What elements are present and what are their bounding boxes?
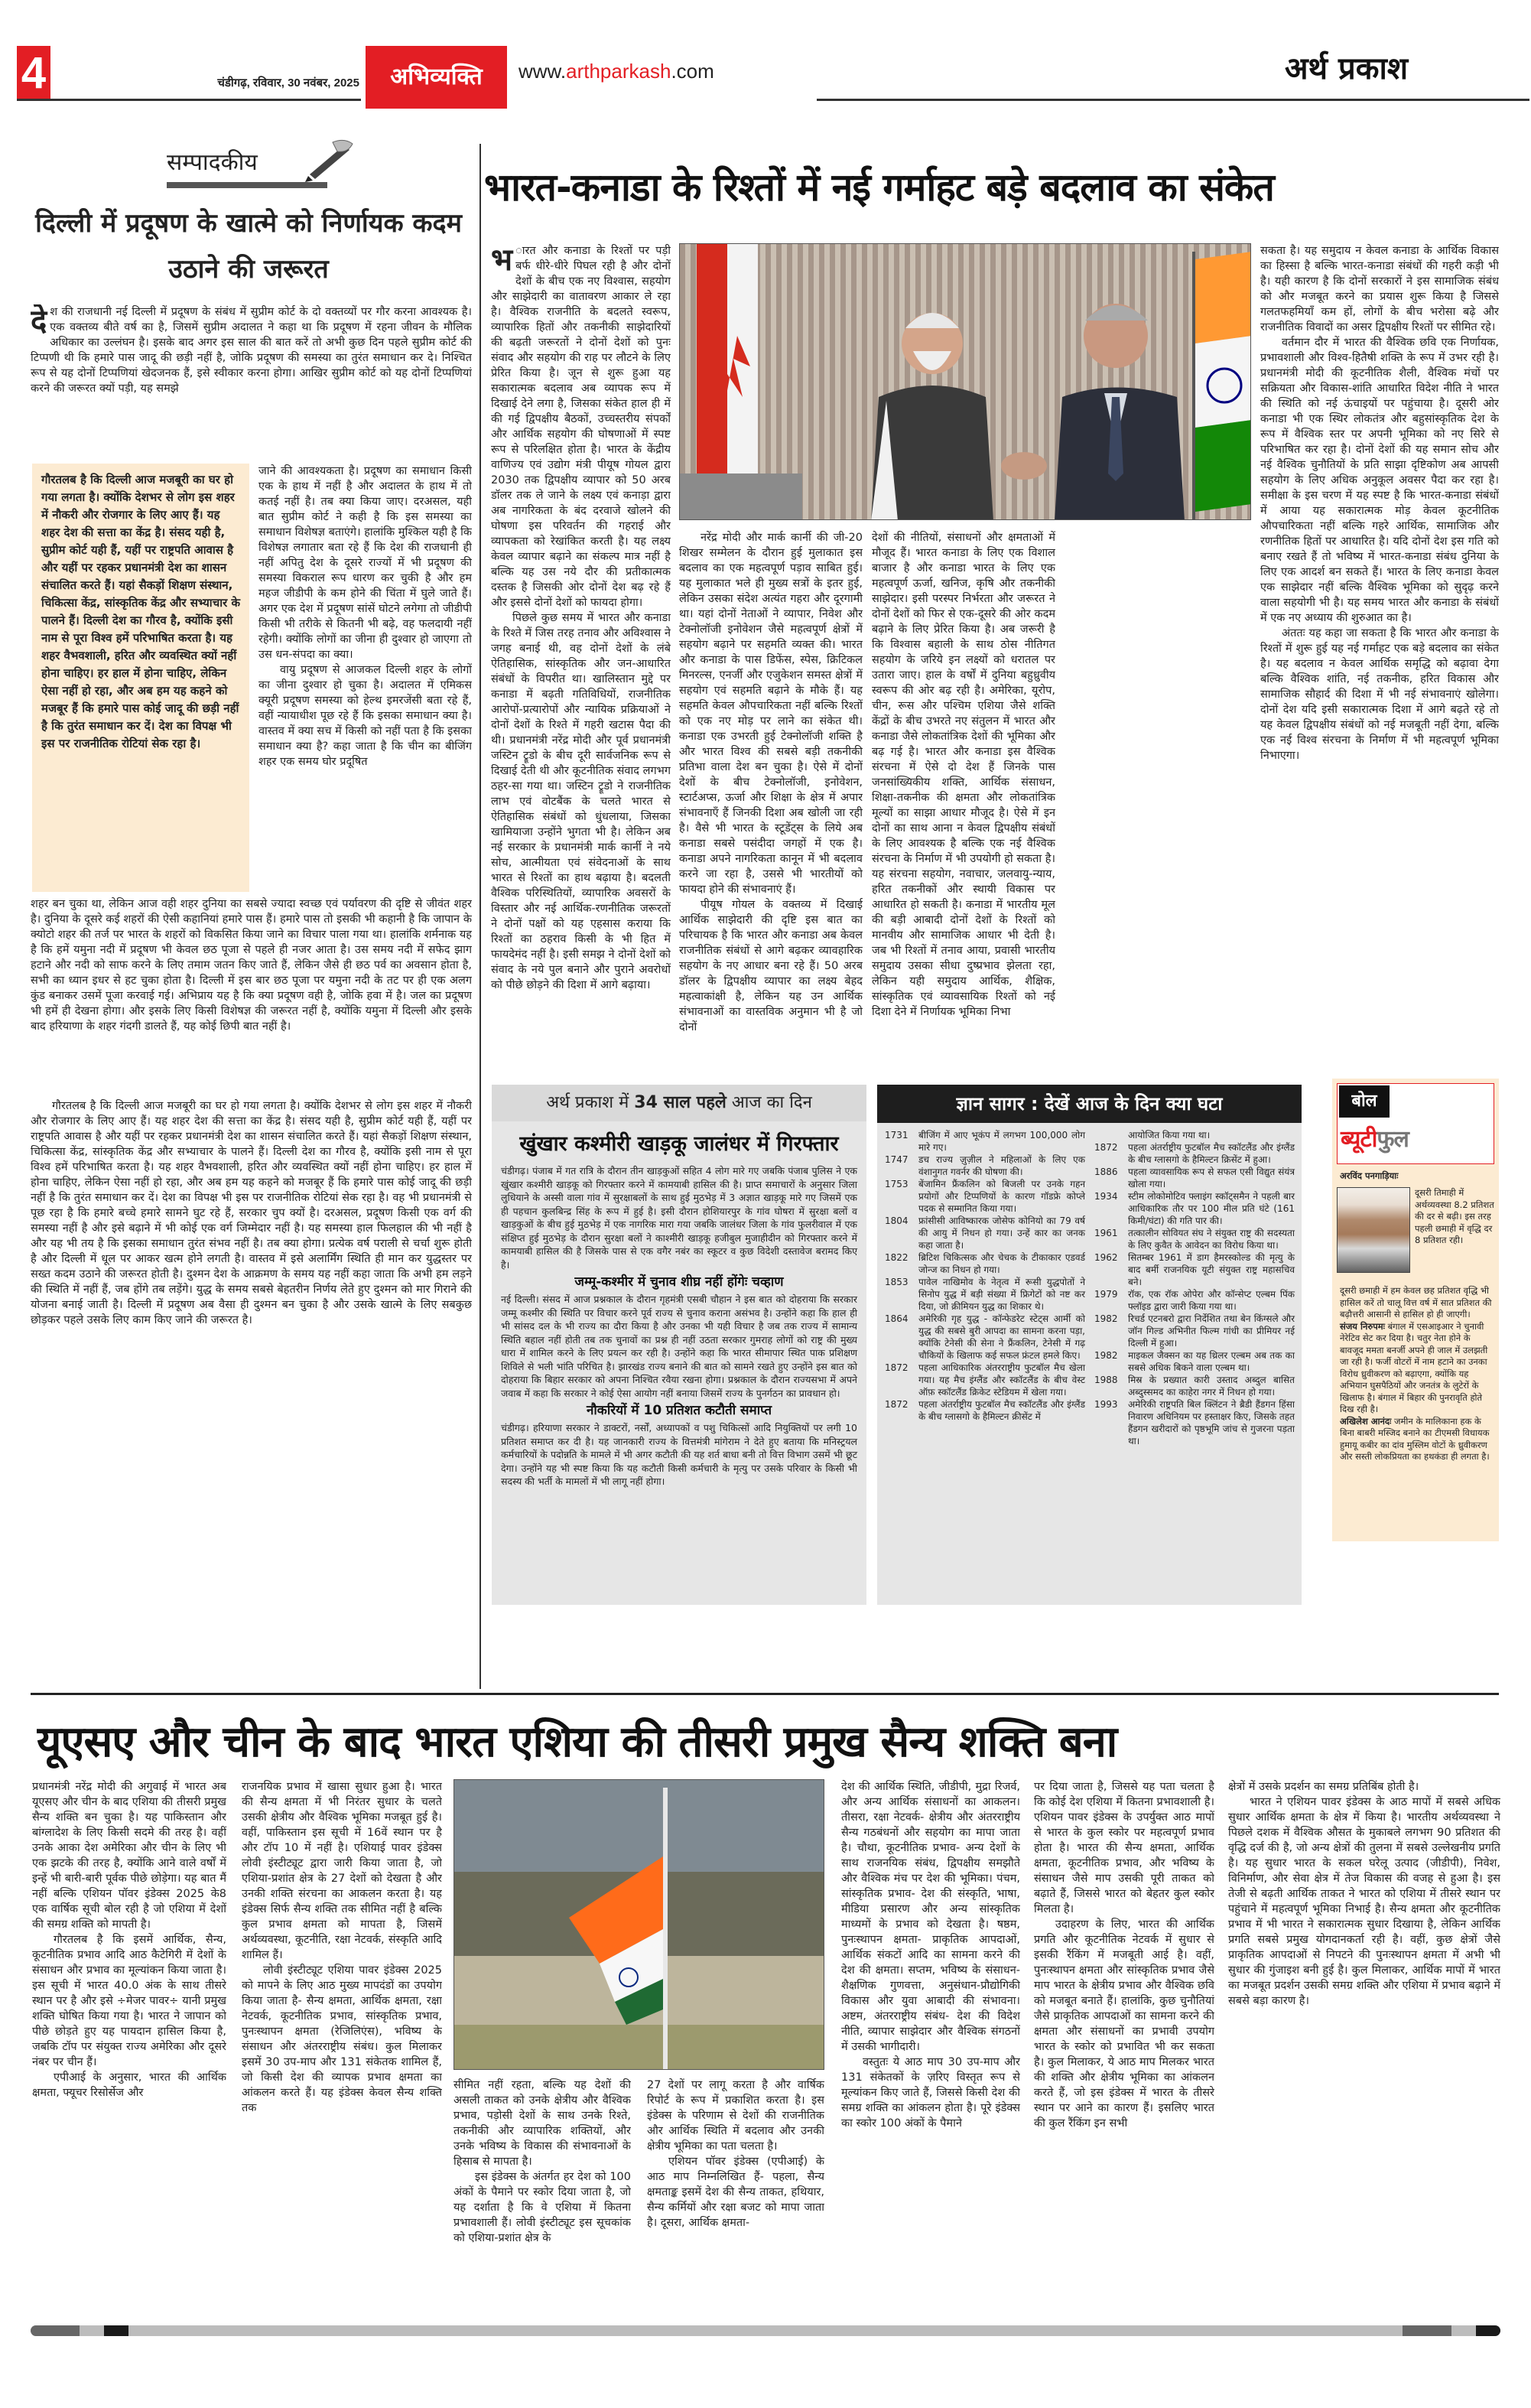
bottom-col6-para-1: पर दिया जाता है, जिससे यह पता चलता है कि कोई देश एशिया में कितना प्रभावशाली है। एशियन पावर इंडेक्स के उपर्युक्त आठ मापों से भारत के कुल स्कोर पर महत्वपूर्ण प्रभाव होता है। भारत की सैन्य क्षमता, आर्थिक क्षमता, कूटनीतिक प्रभाव, और भविष्य के संसाधन जैसे माप उसकी पूरी ताकत को बढ़ाते हैं, जिससे भारत को बेहतर कुल स्कोर मिलता है। (1034, 1781, 1214, 1915)
gyan-item-text: पहला व्यावसायिक रूप से सफल एसी विद्युत संयंत्र खोला गया। (1128, 1167, 1295, 1189)
bottom-headline: यूएसए और चीन के बाद भारत एशिया की तीसरी प्रमुख सैन्य शक्ति बना (37, 1717, 1117, 1767)
gyan-item (885, 1362, 1085, 1398)
editorial-full-width-2 (31, 1098, 472, 1687)
quote-1-text-b: दूसरी छमाही में हम केवल छह प्रतिशत वृद्धि भी हासिल करें तो चालू वित्त वर्ष में सात प्रतिशत की बढ़ौत्तरी आसानी से हासिल हो ही जाएगी। (1340, 1285, 1492, 1320)
gyan-item (1094, 1251, 1295, 1288)
indian-flag-photo (453, 1779, 824, 2070)
main-col2-para-2: पीयूष गोयल के वक्तव्य में दिखाई आर्थिक साझेदारी की दृष्टि इस बात का परिचायक है कि भारत और कनाडा अब केवल राजनीतिक संबंधों से आगे बढ़कर व्यावहारिक सहयोग के नए आधार बना रहे हैं। 50 अरब डॉलर के द्विपक्षीय व्यापार का लक्ष्य बेहद महत्वाकांक्षी है, लेकिन यह उन आर्थिक संभावनाओं का वास्तविक अनुमान भी है जो दोनों (679, 899, 863, 1033)
gyan-item-year: 1747 (885, 1154, 909, 1165)
today-header-prefix: अर्थ प्रकाश में (546, 1093, 629, 1112)
today-subhead-3: नौकरियों में 10 प्रतिशत कटौती समाप्त (586, 1403, 772, 1418)
gyan-item-text: मिस्र के प्रख्यात कारी उस्ताद अब्दुल बासित अब्दुस्समद का काहेरा नगर में निधन हो गया। (1128, 1375, 1295, 1398)
bottom-col3-para-1: सीमित नहीं रहता, बल्कि यह देशों की असली ताकत को उनके क्षेत्रीय और वैश्विक प्रभाव, पड़ोसी देशों के साथ उनके रिश्ते, तकनीकी और व्यापारिक शक्तियों, और उनके भविष्य के विकास की संभावनाओं के हिसाब से मापता है। (453, 2079, 631, 2168)
main-col4-para-3: अंततः यह कहा जा सकता है कि भारत और कनाडा के रिश्तों में शुरू हुई यह नई गर्माहट एक बड़े बदलाव का संकेत है। यह बदलाव न केवल आर्थिक समृद्धि को बढ़ावा देगा बल्कि वैश्विक शांति, नई तकनीक, हरित विकास और सामाजिक सौहार्द की दिशा में भी नई संभावनाएं खोलेगा। दोनों देश यदि इसी सकारात्मक दिशा में आगे बढ़ते रहे तो यह केवल द्विपक्षीय संबंधों को नई मजबूती नहीं देगा, बल्कि एक नई विश्व संरचना के निर्माण में भी महत्वपूर्ण भूमिका निभाएगा। (1260, 627, 1499, 762)
quote-2-name: संजय निरुपमः (1340, 1320, 1385, 1332)
page-number: 4 (17, 46, 50, 101)
today-header-suffix: आज का दिन (731, 1093, 812, 1112)
bottom-col4-para-1: 27 देशों पर लागू करता है और वार्षिक रिपोर्ट के रूप में प्रकाशित करता है। इस इंडेक्स के परिणाम से देशों की राजनीतिक और आर्थिक स्थिति में बदलाव और उनकी क्षेत्रीय भूमिका का पता चलता है। (647, 2079, 824, 2153)
today-header-bold: 34 साल पहले (634, 1093, 726, 1112)
section-brand (366, 46, 812, 109)
bol-logo-grey: फुल (1377, 1126, 1409, 1153)
gyan-item (885, 1129, 1085, 1154)
main-article-column-4 (1260, 243, 1499, 1073)
quote-3-text: जमीन के मालिकाना हक के बिना बाबरी मस्जिद बनाने का टीएमसी विधायक हुमायू कबीर का दांव मुस्लिम वोटों के ध्रुवीकरण और सस्ती लोकप्रियता का हथकंडा ही लगता है। (1340, 1415, 1490, 1462)
gyan-item-text: बेंजामिन फ्रैंकलिन को बिजली पर उनके गहन प्रयोगों और टिप्पणियों के कारण गॉडफ्रे कोप्ले पदक से सम्मानित किया गया। (918, 1179, 1085, 1214)
today-box-header (492, 1085, 866, 1121)
bol-logo-top: बोल (1339, 1085, 1390, 1118)
gyan-item-continuation: आयोजित किया गया था। (1128, 1130, 1211, 1141)
bol-beautiful-box (1332, 1079, 1499, 1541)
bottom-column-5 (841, 1779, 1020, 2315)
flagpole (663, 1788, 668, 2070)
today-subhead-2: जम्मू-कश्मीर में चुनाव शीघ्र नहीं होंगेः चव्हाण (574, 1274, 784, 1290)
gyan-item-year: 1988 (1094, 1375, 1118, 1385)
gyan-item (885, 1215, 1085, 1251)
bottom-col5-para-1: देश की आर्थिक स्थिति, जीडीपी, मुद्रा रिजर्व, और अन्य आर्थिक संसाधनों का आकलन। तीसरा, रक्षा नेटवर्क- क्षेत्रीय और अंतरराष्ट्रीय सैन्य गठबंधनों और सहयोग का मापा जाता है। चौथा, कूटनीतिक प्रभाव- अन्य देशों के साथ राजनयिक संबंध, द्विपक्षीय समझौते और वैश्विक मंच पर देश की भूमिका। पंचम, सांस्कृतिक प्रभाव- देश की संस्कृति, भाषा, मीडिया प्रसारण और अन्य सांस्कृतिक माध्यमों के प्रभाव को देखता है। षष्ठम, पुनःस्थापन क्षमता- प्राकृतिक आपदाओं, आर्थिक संकटों आदि का सामना करने की देश की क्षमता। सप्तम, भविष्य के संसाधन- शैक्षणिक गुणवत्ता, अनुसंधान-प्रौद्योगिकी विकास और युवा आबादी की संभावना। अष्टम, अंतरराष्ट्रीय संबंध- देश की विदेश नीति, व्यापार साझेदार और वैश्विक संगठनों में उसकी भागीदारी। (841, 1781, 1020, 2053)
gyan-item-text: पहला अंतर्राष्ट्रीय फुटबॉल मैच स्कॉटलैंड और इंग्लैंड के बीच ग्लासगो के हैमिल्टन क्रीसेंट में (918, 1399, 1085, 1422)
gyan-item-year: 1886 (1094, 1167, 1118, 1177)
gyan-sagar-left-list (885, 1129, 1085, 1423)
bottom-column-4 (647, 2078, 824, 2315)
editorial-dropcap: दे (31, 304, 47, 339)
masthead-rule-left (17, 99, 361, 101)
main-col4-para-1: सकता है। यह समुदाय न केवल कनाडा के आर्थिक विकास का हिस्सा है बल्कि भारत-कनाडा संबंधों की गहरी कड़ी भी है। यही कारण है कि दोनों सरकारों ने इस सामाजिक संबंध को और मजबूत करने का प्रयास शुरू किया है जिससे गलतफहमियाँ कम हों, लोगों के बीच भरोसा बढ़े और राजनीतिक विवादों का असर द्विपक्षीय रिश्तों पर सीमित रहे। (1260, 245, 1499, 334)
quote-1-name: अरविंद पनगाड़ियाः (1340, 1170, 1399, 1181)
gyan-item-text: फ्रांसीसी आविष्कारक जोसेफ कोनियो का 79 वर्ष की आयु में निधन हो गया। उन्हें कार का जनक कहा जाता है। (918, 1215, 1085, 1251)
gyan-item (1094, 1141, 1295, 1166)
gyan-item (885, 1251, 1085, 1276)
gyan-sagar-header: ज्ञान सागर : देखें आज के दिन क्या घटा (877, 1085, 1302, 1123)
modi-carney-photo (679, 243, 1251, 520)
gyan-item (885, 1154, 1085, 1178)
newspaper-logo: अर्थ प्रकाश (1285, 51, 1409, 86)
gyan-item-text: रिचर्ड एटनबरो द्वारा निर्देशित तथा बेन किंग्सले और जॉन गिल्ड अभिनीत फिल्म गांधी का प्रीमियर नई दिल्ली में हुआ। (1128, 1313, 1295, 1349)
today-stories (501, 1164, 857, 1489)
today-story-3: चंडीगढ़। हरियाणा सरकार ने डाक्टरों, नर्सों, अध्यापकों व पशु चिकित्सों आदि नियुक्तियों पर लगी 10 प्रतिशत समाप्त कर दी है। यह जानकारी राज्य के वित्तमंत्री मांगेराम ने देते हुए बताया कि मनिस्ट्रयल कर्मचारियों के पदोन्नति के मामले में भी अगर कटौती की यह शर्त बाधा बनी तो वित्त विभाग उसमें भी छूट देगा। उन्होंने यह भी स्पष्ट किया कि यह कटौती किसी कर्मचारी के मृत्यु पर उसके परिवार के किसी भी सदस्य की भर्ती के मामलों में भी लागू नहीं होगा। (501, 1422, 857, 1487)
bottom-col1-para-1: प्रधानमंत्री नरेंद्र मोदी की अगुवाई में भारत अब यूएसए और चीन के बाद एशिया की तीसरी प्रमुख सैन्य शक्ति बन चुका है। यह पाकिस्तान और बांग्लादेश के लिए किसी सदमे की तरह है। वहीं उनके आका देश अमेरिका और चीन के लिए भी एक झटके की तरह है, क्योंकि आने वाले वर्षों में इन्हें भी बारी-बारी पूर्वक पीछे छोड़ेगा। यह बात मैं नहीं बल्कि एशियन पॉवर इंडेक्स 2025 के8 एक वार्षिक सूची बोल रही है जो एशिया में देशों की समग्र शक्ति को मापती है। (32, 1781, 226, 1931)
today-headline: खुंखार कश्मीरी खाड़कू जालंधर में गिरफ्तार (519, 1132, 839, 1156)
gyan-item-year: 1872 (1094, 1142, 1118, 1153)
bottom-col2-para-1: राजनयिक प्रभाव में खासा सुधार हुआ है। भारत की सैन्य क्षमता में भी निरंतर सुधार के चलते उसकी क्षेत्रीय और वैश्विक भूमिका मजबूत हुई है। वहीं, पाकिस्तान इस सूची में 16वें स्थान पर है और टॉप 10 में नहीं है। एशियाई पावर इंडेक्स लोवी इंस्टीट्यूट द्वारा जारी किया जाता है, जो एशिया-प्रशांत क्षेत्र के 27 देशों को देखता है और उनकी शक्ति संरचना का आकलन करता है। यह इंडेक्स सिर्फ सैन्य शक्ति तक सीमित नहीं है बल्कि कुल प्रभाव क्षमता को मापता है, जिसमें अर्थव्यवस्था, कूटनीति, रक्षा नेटवर्क, संस्कृति आदि शामिल हैं। (242, 1781, 442, 1961)
gyan-item-year: 1804 (885, 1215, 909, 1226)
editorial-pullquote: गौरतलब है कि दिल्ली आज मजबूरी का घर हो गया लगता है। क्योंकि देशभर से लोग इस शहर में नौकरी और रोजगार के लिए आए हैं। यह शहर देश की सत्ता का केंद्र है। संसद यही है, सुप्रीम कोर्ट यही हैं, यहीं पर राष्ट्रपति आवास है और यहीं पर रहकर प्रधानमंत्री देश का शासन संचालित करते हैं। यहां सैकड़ों शिक्षण संस्थान, चिकित्सा केंद्र, सांस्कृतिक केंद्र और सभ्याचार के पालने हैं। दिल्ली देश का गौरव है, क्योंकि इसी नाम से पूरा विश्व हमें परिभाषित करता है। यह शहर वैभवशाली, हरित और व्यवस्थित क्यों नहीं होना चाहिए। हर हाल में होना चाहिए, लेकिन ऐसा नहीं हो रहा, और अब हम यह कहने को मजबूर हैं कि हमारे पास कोई जादू की छड़ी नहीं है कि तुरंत समाधान कर दें। देश का विपक्ष भी इस पर राजनीतिक रोटियां सेक रहा है। (32, 464, 249, 892)
gyan-item (885, 1313, 1085, 1362)
gyan-item (1094, 1313, 1295, 1349)
gyan-item-year: 1982 (1094, 1313, 1118, 1324)
gyan-item-year: 1853 (885, 1277, 909, 1287)
gyan-item-text: अमेरिकी राष्ट्रपति बिल क्लिंटन ने ब्रैडी हैंडगन हिंसा निवारण अधिनियम पर हस्ताक्षर किए, जिसके तहत हैंडगन खरीदारों को पृष्ठभूमि जांच से गुजरना पड़ता था। (1128, 1399, 1295, 1446)
gyan-item-text: पहला आधिकारिक अंतरराष्ट्रीय फुटबॉल मैच खेला गया। यह मैच इंग्लैंड और स्कॉटलैंड के बीच वेस्ट ऑफ़ स्कॉटलैंड क्रिकेट स्टेडियम में खेला गया। (918, 1362, 1085, 1398)
main-col1-text: ारत और कनाडा के रिश्तों पर पड़ी बर्फ धीरे-धीरे पिघल रही है और दोनों देशों के बीच एक नए विश्वास, सहयोग और साझेदारी का वातावरण आकार ले रहा है। वैश्विक राजनीति के बदलते स्वरूप, व्यापारिक हितों और तकनीकी साझेदारियों की बढ़ती जरूरतों ने दोनों देशों को पुनः संवाद और सहयोग की राह पर लौटने के लिए प्रेरित किया है। जून से शुरू हुआ यह सकारात्मक बदलाव अब व्यापक रूप में दिखाई देने लगा है, जिसका संकेत हाल ही में की गई द्विपक्षीय बैठकों, उच्चस्तरीय संपर्कों और आर्थिक सहयोग की घोषणाओं में स्पष्ट रूप से परिलक्षित होता है। भारत के केंद्रीय वाणिज्य एवं उद्योग मंत्री पीयूष गोयल द्वारा 2030 तक द्विपक्षीय व्यापार को 50 अरब डॉलर तक ले जाने के लक्ष्य एवं कनाड़ा द्वारा अब नागरिकता के बंद दरवाजे खोलने की घोषणा इस परिवर्तन की गहराई और व्यापकता को रेखांकित करती है। यह लक्ष्य केवल व्यापार बढ़ाने का संकल्प मात्र नहीं है बल्कि यह उस नये दौर की प्रतीकात्मक दस्तक है जिसकी ओर दोनों देश बढ़ रहे हैं और इससे दोनों देशों को फायदा होगा। (491, 245, 671, 609)
main-article-column-3: देशों की नीतियों, संसाधनों और क्षमताओं में मौजूद हैं। भारत कनाडा के लिए एक विशाल बाजार है और कनाडा भारत के लिए एक महत्वपूर्ण ऊर्जा, खनिज, कृषि और तकनीकी साझेदार। इसी परस्पर निर्भरता और जरूरत ने दोनों देशों को फिर से एक-दूसरे की ओर कदम बढ़ाने के लिए प्रेरित किया है। अब जरूरी है कि विश्वास बहाली के साथ ठोस नीतिगत सहयोग के जरिये इन लक्ष्यों को धरातल पर उतारा जाए। हाल के वर्षों में दुनिया बहुध्रुवीय स्वरूप की ओर बढ़ रही है। अमेरिका, यूरोप, चीन, रूस और पश्चिम एशिया जैसे शक्ति केंद्रों के बीच उभरते नए संतुलन में भारत और कनाडा जैसे लोकतांत्रिक देशों की भूमिका और बढ़ गई है। भारत और कनाडा इस वैश्विक संरचना में ऐसे दो देश हैं जिनके पास जनसांख्यिकीय शक्ति, आर्थिक संसाधन, शिक्षा-तकनीक की क्षमता और लोकतांत्रिक मूल्यों का साझा आधार मौजूद है। ऐसे में इन दोनों का साथ आना न केवल द्विपक्षीय संबंधों के लिए आवश्यक है बल्कि एक नई वैश्विक संरचना के निर्माण में भी उपयोगी हो सकता है। यह संरचना सहयोग, नवाचार, जलवायु-न्याय, हरित तकनीकों और स्थायी विकास पर आधारित हो सकती है। कनाडा में भारतीय मूल की बड़ी आबादी दोनों देशों के रिश्तों को मानवीय और सामाजिक आधार भी देती है। जब भी रिश्तों में तनाव आया, प्रवासी भारतीय समुदाय उसका सीधा दुष्प्रभाव झेलता रहा, लेकिन यही समुदाय आर्थिक, शैक्षिक, सांस्कृतिक एवं व्यावसायिक रिश्तों को नई दिशा देने में निर्णायक भूमिका निभा (872, 532, 1055, 1018)
date-line: चंडीगढ़, रविवार, 30 नवंबर, 2025 (217, 76, 359, 89)
editorial-lead (31, 304, 472, 457)
gyan-sagar-right-list (1094, 1129, 1295, 1447)
meeting-photo-illustration (680, 244, 1251, 520)
bottom-col1-para-2: गौरतलब है कि इसमें आर्थिक, सैन्य, कूटनीतिक प्रभाव आदि आठ कैटेगिरी में देशों के संसाधन और प्रभाव का मूल्यांकन किया जाता है। इस सूची में भारत 40.0 अंक के साथ तीसरे स्थान पर है और इसे ÷मेजर पावर÷ यानी प्रमुख शक्ति घोषित किया गया है। भारत ने जापान को पीछे छोड़ते हुए यह पायदान हासिल किया है, जबकि टॉप पर संयुक्त राज्य अमेरिका और दूसरे नंबर पर चीन हैं। (32, 1934, 226, 2068)
gyan-item (1094, 1129, 1295, 1141)
footer-decorative-bar (31, 2325, 1500, 2336)
main-dropcap: भ (491, 243, 513, 278)
gyan-item (885, 1276, 1085, 1313)
gyan-item-year: 1961 (1094, 1228, 1118, 1238)
website-prefix: www. (518, 60, 567, 83)
editorial-title: दिल्ली में प्रदूषण के खात्मे को निर्णायक कदम उठाने की जरूरत (35, 208, 462, 285)
editorial-right-para-1: जाने की आवश्यकता है। प्रदूषण का समाधान किसी एक के हाथ में नहीं है और अदालत के हाथ में तो कतई नहीं है। तब क्या किया जाए। दरअसल, यही बात सुप्रीम कोर्ट ने कही है कि इस समस्या का समाधान विशेषज्ञ बताएंगे। हालांकि मुश्किल यही है कि विशेषज्ञ लगातार बता रहे हैं कि देश की राजधानी ही नहीं अपितु देश के दूसरे राज्यों में भी प्रदूषण की समस्या विकराल रूप धारण कर चुकी है और हम महज जीडीपी के कम होने की चिंता में घुले जाते हैं। अगर एक देश में प्रदूषण सांसें घोटने लगेगा तो जीडीपी किसी भी तरीके से कितनी भी बढ़े, वह फलदायी नहीं रहेगी। क्योंकि लोगों का जीना ही दुश्वार हो जाएगा तो उस धन-संपदा का क्या। (258, 465, 472, 661)
main-headline: भारत-कनाडा के रिश्तों में नई गर्माहट बड़े बदलाव का संकेत (484, 165, 1274, 210)
gyan-item-text: ब्रिटिश चिकित्सक और चेचक के टीकाकार एडवर्ड जोन्ज का निधन हो गया। (918, 1252, 1085, 1275)
bottom-column-1 (32, 1779, 226, 2315)
gyan-item-text: अमेरिकी गृह युद्ध - कॉन्फेडरेट स्टेट्स आर्मी को युद्ध की सबसे बुरी आपदा का सामना करना पड़ा, क्योंकि टेनेसी की सेना ने फ्रैंकलिन, टेनेसी में गढ़ चौकियों के खिलाफ कई सफल फ्रंटल हमले किए। (918, 1313, 1085, 1361)
bottom-col7-para-2: भारत ने एशियन पावर इंडेक्स के आठ मापों में सबसे अधिक सुधार आर्थिक क्षमता के क्षेत्र में किया है। भारतीय अर्थव्यवस्था ने पिछले दशक में वैश्विक औसत के मुकाबले लगभग 90 प्रतिशत की वृद्धि दर्ज की है, जो अन्य क्षेत्रों की तुलना में सबसे उल्लेखनीय प्रगति है। यह सुधार भारत के सकल घरेलू उत्पाद (जीडीपी), निवेश, विनिर्माण, और सेवा क्षेत्र में तेज विकास की वजह से हुआ है। इस तेजी से बढ़ती आर्थिक ताकत ने भारत को एशिया में तीसरे स्थान पर पहुंचाने में महत्वपूर्ण भूमिका निभाई है। सैन्य क्षमता और कूटनीतिक प्रभाव में भी भारत ने सकारात्मक सुधार दिखाया है, लेकिन आर्थिक प्रगति सबसे प्रमुख योगदानकर्ता रही है। वहीं, कुछ क्षेत्रों जैसे प्राकृतिक आपदाओं से निपटने की पुनःस्थापन क्षमता में अभी भी सुधार की गुंजाइश बनी हुई है। कुल मिलाकर, आर्थिक मापों में भारत का मजबूत प्रदर्शन उसकी समग्र शक्ति और एशिया में प्रभाव बढ़ाने में सबसे बड़ा कारण है। (1228, 1796, 1500, 2007)
section-name: अभिव्यक्ति (366, 46, 507, 109)
website-suffix: .com (671, 60, 714, 83)
quote-block (1340, 1285, 1493, 1463)
gyan-item (1094, 1227, 1295, 1251)
gyan-item-text: पावेल नाखिमोव के नेतृत्व में रूसी युद्धपोतों ने सिनोप युद्ध में बड़ी संख्या में फ्रिगेटों को नष्ट कर दिया, जो क्रीमियन युद्ध का शिकार थे। (918, 1277, 1085, 1312)
flag-photo-illustration (454, 1780, 824, 2070)
gyan-item-year: 1753 (885, 1179, 909, 1189)
bottom-col7-para-1: क्षेत्रों में उसके प्रदर्शन का समग्र प्रतिबिंब होती है। (1228, 1781, 1419, 1793)
bottom-col5-para-2: वस्तुतः ये आठ माप 30 उप-माप और 131 संकेतकों के ज़रिए विस्तृत रूप से मूल्यांकन किए जाते हैं, जिससे किसी देश की समग्र शक्ति का आंकलन होता है। पूरे इंडेक्स का स्कोर 100 अंकों के पैमाने (841, 2056, 1020, 2130)
editorial-full-width-1: शहर बन चुका था, लेकिन आज वही शहर दुनिया का सबसे ज्यादा स्वच्छ एवं पर्यावरण की दृष्टि से जीवंत शहर है। दुनिया के दूसरे कई शहरों की ऐसी कहानियां हमारे पास हैं। हमारे पास तो इसकी भी कहानी है कि जापान के क्योटो शहर की तर्ज पर भारत के शहरों को विकसित किया जाने का विचार पाला गया था। हालांकि शर्मनाक यह है कि हमें यमुना नदी में प्रदूषण भी केवल छठ पूजा से पहले ही नजर आता है। उस समय नदी में सफेद झाग हटाने और नदी को साफ करने के लिए तमाम जतन किए जाते हैं, लेकिन जैसे ही छठ पर्व का अवसान होता है, सभी का ध्यान इधर से हट चुका होता है। दिल्ली में इस बार छठ पूजा पर यमुना नदी के तट पर ही एक अलग कुंड बनाकर उसमें पूजा करवाई गई। अभिप्राय यह है कि क्या प्रदूषण वही है, जोकि हवा में है। जल का प्रदूषण भी हमें ही देखना होगा। और इसके लिए किसी विशेषज्ञ की जरूरत नहीं है, क्योंकि यमुना में दिल्ली और इसके बाद हरियाणा के शहर गंदगी डालते हैं, यह कोई छिपी बात नहीं है। (31, 898, 472, 1033)
bottom-column-2 (242, 1779, 442, 2315)
gyan-item-text: बीजिंग में आए भूकंप में लगभग 100,000 लोग मारे गए। (918, 1130, 1085, 1153)
gyan-item-text: पहला अंतर्राष्ट्रीय फुटबॉल मैच स्कॉटलैंड और इंग्लैंड के बीच ग्लासगो के हैमिल्टन क्रिसेंट में हुआ। (1128, 1142, 1295, 1165)
bol-beautiful-logo (1337, 1083, 1494, 1164)
editorial-lead-text: श की राजधानी नई दिल्ली में प्रदूषण के संबंध में सुप्रीम कोर्ट के दो वक्तव्यों पर गौर करना आवश्यक है। एक वक्तव्य बीते वर्ष का है, जिसमें सुप्रीम अदालत ने कहा था कि प्रदूषण में रहना जीवन के मौलिक अधिकार का उल्लंघन है। इसके बाद अगर इस साल की बात करें तो अभी कुछ दिन पहले सुप्रीम कोर्ट की टिप्पणी थी कि हमारे पास जादू की छड़ी नहीं है, जोकि प्रदूषण की समस्या का तुरंत समाधान कर दे। निश्चित रूप से यह दोनों टिप्पणियां खेदजनक हैं, इसे स्वीकार करना होगा। आखिर सुप्रीम कोर्ट को यह दोनों टिप्पणियां करने की जरूरत क्यों पड़ी, यह समझे (31, 306, 472, 395)
masthead-rule-right (817, 99, 1529, 101)
gyan-item-text: स्टीम लोकोमोटिव फ्लाइंग स्कॉट्समैन ने पहली बार आधिकारिक तौर पर 100 मील प्रति घंटे (161 किमी/घंटा) की गति पार की। (1128, 1191, 1295, 1226)
gyan-item-text: डच राज्य ज़ुज़ील ने महिलाओं के लिए एक वंशानुगत गवर्नर की घोषणा की। (918, 1154, 1085, 1177)
editorial-right-para-2: वायु प्रदूषण से आजकल दिल्ली शहर के लोगों का जीना दुश्वार हो चुका है। अदालत में एमिकस क्यूरी प्रदूषण समस्या को हेल्थ इमरजेंसी बता रहे हैं, वहीं न्यायाधीश पूछ रहे हैं कि इसका समाधान क्या है। वास्तव में क्या सच में किसी को नहीं पता है कि इसका समाधान क्या है? कहा जाता है कि चीन का बीजिंग शहर एक समय घोर प्रदूषित (258, 664, 472, 768)
gyan-item (1094, 1349, 1295, 1374)
gyan-item-year: 1864 (885, 1313, 909, 1324)
gyan-item (1094, 1288, 1295, 1313)
editorial-right-column (258, 464, 472, 892)
website-link[interactable] (518, 60, 714, 83)
main-col4-para-2: वर्तमान दौर में भारत की वैश्विक छवि एक निर्णायक, प्रभावशाली और विश्व-हितैषी शक्ति के रूप में उभर रही है। प्रधानमंत्री मोदी की कूटनीतिक शैली, वैश्विक मंचों पर सक्रियता और विकास-शांति आधारित विदेश नीति ने भारत की स्थिति को नई ऊंचाइयों पर पहुंचाया है। दूसरी ओर कनाडा भी एक स्थिर लोकतंत्र और बहुसांस्कृतिक देश के रूप में वैश्विक स्तर पर अपनी भूमिका को नए सिरे से परिभाषित कर रहा है। दोनों देशों की यह समान सोच और नई वैश्विक चुनौतियों के प्रति साझा दृष्टिकोण अब आपसी सहयोग के लिए अधिक अनुकूल अवसर पैदा कर रहा है। समीक्षा के इस चरण में यह स्पष्ट है कि भारत-कनाडा संबंधों में आया यह सकारात्मक मोड़ केवल कूटनीतिक औपचारिकता नहीं बल्कि गहरे आर्थिक, सामाजिक और रणनीतिक हितों पर आधारित है। यदि दोनों देश इस गति को बनाए रखते हैं तो भविष्य में भारत-कनाडा संबंध दुनिया के लिए एक आदर्श बन सकते हैं। भारत के लिए कनाडा केवल एक साझेदार नहीं बल्कि वैश्विक भूमिका को सुदृढ़ करने वाला सहयोगी भी है। यह समय भारत और कनाडा के संबंधों में एक नए अध्याय की शुरुआत का है। (1260, 337, 1499, 624)
quote-3-name: अखिलेश आनंदः (1340, 1415, 1392, 1427)
pen-icon (302, 136, 356, 182)
gyan-item (1094, 1190, 1295, 1227)
bottom-col2-para-2: लोवी इंस्टीट्यूट एशिया पावर इंडेक्स 2025 को मापने के लिए आठ मुख्य मापदंडों का उपयोग किया जाता है- सैन्य क्षमता, आर्थिक क्षमता, रक्षा नेटवर्क, कूटनीतिक प्रभाव, सांस्कृतिक प्रभाव, पुनःस्थापन क्षमता (रेजिलिएंस), भविष्य के संसाधन और अंतरराष्ट्रीय संबंध। कुल मिलाकर इसमें 30 उप-माप और 131 संकेतक शामिल हैं, जो किसी देश की व्यापक प्रभाव क्षमता का आंकलन करते हैं। यह इंडेक्स केवल सैन्य शक्ति तक (242, 1964, 442, 2114)
main-col2-para-1: नरेंद्र मोदी और मार्क कार्नी की जी-20 शिखर सम्मेलन के दौरान हुई मुलाकात इस बदलाव का एक महत्वपूर्ण पड़ाव साबित हुई। यह मुलाकात भले ही मुख्य सत्रों के इतर हुई, लेकिन उसका संदेश अत्यंत गहरा और दूरगामी था। यहां दोनों नेताओं ने व्यापार, निवेश और टेक्नोलॉजी इनोवेशन जैसे महत्वपूर्ण क्षेत्रों में सहयोग बढ़ाने पर सहमति व्यक्त की। भारत और कनाडा के पास डिफेंस, स्पेस, क्रिटिकल मिनरल्स, एनर्जी और एजुकेशन समस्त क्षेत्रों में सहयोग एवं सहमति बढ़ाने के मौके हैं। यह सहमति केवल औपचारिकता नहीं बल्कि रिश्तों को एक नए मोड़ पर लाने का संकेत थी। कनाडा एक उभरती हुई टेक्नोलॉजी शक्ति है और भारत विश्व की सबसे बड़ी तकनीकी प्रतिभा वाला देश बन चुका है। ऐसे में दोनों देशों के बीच टेक्नोलॉजी, इनोवेशन, स्टार्टअप्स, ऊर्जा और शिक्षा के क्षेत्र में अपार संभावनाएँ हैं जिनकी दिशा अब खोली जा रही है। वैसे भी भारत के स्टूडेंट्स के लिये अब कनाडा सबसे पसंदीदा जगहों में एक है। कनाडा अपने नागरिकता कानून में भी बदलाव करने जा रहा है, उससे भी भारतीयों को फायदा होने की संभावनाएं हैं। (679, 532, 863, 896)
today-story-2: नई दिल्ली। संसद में आज प्रश्नकाल के दौरान गृहमंत्री एसबी चौहान ने इस बात को दोहराया कि सरकार जम्मू कश्मीर की स्थिति पर विचार करने पूर्व राज्य से चुनाव कराना असंभव है। उन्होंने कहा कि हाल ही भी सांसद दल के भी राज्य का दौरा किया है और उनका भी यही विचार है जब तक राज्य में सामान्य स्थिति बहाल नहीं होती तब तक चुनावों का प्रश्न ही नहीं उठता सरकार गुमराह लोगों को राष्ट्र की मुख्य धारा में शामिल करने के लिए प्रयत्न कर रही है। उन्होंने कहा कि भारत सीमापार स्थित पाक प्रशिक्षण शिविले से भली भांति परिचित है। झारखंड राज्य बनाने की बात को सामने रखते हुए उन्होंने इस बात को दोहराया कि बिहार सरकार को अपना निश्चित रवैया रखना होगा। प्रश्नकाल के दौरान राज्यसभा में अपने जवाब में कहा कि सरकार ने कोई ऐसा आयोग नहीं बनाया जिसमें राज्य के पुनर्गठन का प्रावधान हो। (501, 1293, 857, 1399)
main-article-column-1 (491, 243, 671, 1077)
gyan-item-year: 1993 (1094, 1399, 1118, 1410)
gyan-sagar-box (877, 1085, 1302, 1605)
bottom-col3-para-2: इस इंडेक्स के अंतर्गत हर देश को 100 अंकों के पैमाने पर स्कोर दिया जाता है, जो यह दर्शाता है कि वे एशिया में कितना प्रभावशाली हैं। लोवी इंस्टीट्यूट इस सूचकांक को एशिया-प्रशांत क्षेत्र के (453, 2171, 631, 2244)
bottom-column-6 (1034, 1779, 1214, 2315)
gyan-item-year: 1982 (1094, 1350, 1118, 1361)
main-article-column-2 (679, 530, 863, 1077)
gyan-item (1094, 1374, 1295, 1398)
gyan-item-text: रॉक, एक रॉक ओपेरा और कॉन्सेप्ट एल्बम पिंक फ्लॉइड द्वारा जारी किया गया था। (1128, 1289, 1295, 1312)
website-brand: arthparkash (566, 60, 671, 83)
editorial-label-underline (167, 182, 327, 188)
today-34-years-ago-box (492, 1085, 866, 1605)
gyan-item-text: तत्कालीन सोवियत संघ ने संयुक्त राष्ट्र की सदस्यता के लिए कुवैत के आवेदन का विरोध किया था। (1128, 1228, 1295, 1251)
main-article-column-3b (1066, 530, 1251, 1077)
gyan-item-year: 1731 (885, 1130, 909, 1141)
bol-logo-red: ब्यूटी (1341, 1126, 1377, 1153)
bottom-column-7 (1228, 1779, 1500, 2315)
today-story-1: चंडीगढ़। पंजाब में गत रात्रि के दौरान तीन खाड़कुओं सहित 4 लोग मारे गए जबकि पंजाब पुलिस ने एक खुंखार कश्मीरी खाड़कू को गिरफ्तार करने में कामयाबी हासिल की है। प्राप्त समाचारों के अनुसार जिला लुधियाने के अस्सी वाला गांव में सुरक्षाबलों के साथ हुई मुठभेड़ में 3 अज्ञात खाड़कू मारे गए जिसमें एक ही पहचान कुलबिन्द्र सिंह के रूप में हुई है। इसी दौरान होशियारपुर के गांव घोषरा में सुरक्षा बलों व खाड़कुओं के बीच हुई मुठभेड़ में एक नागरिक मारा गया जबकि जालंधर जिला के गांव फुलरीवाल में एक संक्षिप्त हुई मुठभेड़ के दौरान सुरक्षा बलों ने काश्मीरी खाड़कू हजीबुल मुजाहीदीन को गिरफ्तार करने में कामयाबी हासिल की है जिसके पास से एक वगैर नबंर का स्कूटर व कुछ विदेशी दस्तावेज बरामद किए है। (501, 1165, 857, 1271)
bottom-col4-para-2: एशियन पॉवर इंडेक्स (एपीआई) के आठ माप निम्नलिखित हैं- पहला, सैन्य क्षमताङ्क इसमें देश की सैन्य ताकत, हथियार, सैन्य कर्मियों और रक्षा बजट को मापा जाता है। दूसरा, आर्थिक क्षमता- (647, 2156, 824, 2229)
editorial-full-width-para: गौरतलब है कि दिल्ली आज मजबूरी का घर हो गया लगता है। क्योंकि देशभर से लोग इस शहर में नौकरी और रोजगार के लिए आए हैं। यह शहर देश की सत्ता का केंद्र है। संसद यही है, सुप्रीम कोर्ट यही हैं, यहीं पर राष्ट्रपति आवास है और यहीं पर रहकर प्रधानमंत्री देश का शासन संचालित करते हैं। यहां सैकड़ों शिक्षण संस्थान, चिकित्सा केंद्र, सांस्कृतिक केंद्र और सभ्याचार के पालने हैं। दिल्ली देश का गौरव है, क्योंकि इसी नाम से पूरा विश्व हमें परिभाषित करता है। यह शहर वैभवशाली, हरित और व्यवस्थित क्यों नहीं होना चाहिए। हर हाल में होना चाहिए, लेकिन ऐसा नहीं हो रहा, और अब हम यह कहने को मजबूर हैं कि हमारे पास कोई जादू की छड़ी नहीं है कि तुरंत समाधान कर दें। देश का विपक्ष भी इस पर राजनीतिक रोटियां सेक रहा है। वह भी प्रधानमंत्री से पूछ रहा है कि हमारे बच्चे हमारे सामने घुट रहे हैं, सरकार चुप क्यों है। दरअसल, प्रदूषण किसी एक वर्ग की समस्या नहीं है और इसे बढ़ाने में भी कोई एक वर्ग जिम्मेदार नहीं है। यह समस्या हाल फिलहाल की भी नहीं है और यह भी तय है कि इसका समाधान तुरंत संभव नहीं है। तब क्या होगा। प्रत्येक वर्ष पराली से चर्चा शुरू होती है और दिल्ली में धूल पर आकर खत्म होने लगती है। वास्तव में इसे अलार्मिंग स्थिति ही मान कर युद्धस्तर पर सख्त कदम उठाने की जरूरत होती है। दुश्मन देश के आक्रमण के समय यह नहीं कहा जाता कि अभी हम लड़ने की स्थिति में नहीं हैं, जब होंगे तब लड़ेंगे। युद्ध के समय सबसे बेहतरीन निर्णय लेते हुए दुश्मन को मार गिराने की योजना बनाई जाती है। दिल्ली में प्रदूषण अब वैसा ही दुश्मन बन चुका है और उसके खात्मे के लिए सबकुछ छोड़कर पहले उसके लिए काम किए जाने की जरूरत है। (31, 1100, 472, 1326)
gyan-item-year: 1822 (885, 1252, 909, 1263)
main-col1-para-2: पिछले कुछ समय में भारत और कनाडा के रिश्ते में जिस तरह तनाव और अविश्वास ने जगह बनाई थी, वह दोनों देशों के लंबे ऐतिहासिक, सांस्कृतिक और जन-आधारित संबंधों के विपरीत था। खालिस्तान मुद्दे पर कनाडा में बढ़ती गतिविधियों, राजनीतिक आरोपों-प्रत्यारोपों और न्यायिक प्रक्रियाओं ने दोनों देशों के रिश्ते में गहरी खटास पैदा की थी। प्रधानमंत्री नरेंद्र मोदी और पूर्व प्रधानमंत्री जस्टिन ट्रूडो के बीच दूरी सार्वजनिक रूप से दिखाई देती थी और कूटनीतिक संवाद लगभग ठहर-सा गया था। जस्टिन ट्रूडो ने राजनीतिक लाभ एवं वोटबैंक के चलते भारत से ऐतिहासिक संबंधों को धुंधलाया, जिसका खामियाजा उन्होंने भुगता भी है। लेकिन अब नई सरकार के प्रधानमंत्री मार्क कार्नी ने नये सोच, आत्मीयता एवं संवेदनाओं के साथ भारत से रिश्तों का हाथ बढ़ाया है। बदलती वैश्विक परिस्थितियों, व्यापारिक अवसरों के विस्तार और नई आर्थिक-रणनीतिक जरूरतों ने दोनों पक्षों को यह एहसास कराया कि रिश्तों का ठहराव किसी के भी हित में फायदेमंद नहीं है। इसी समझ ने दोनों देशों को संवाद के नये पुल बनाने और पुराने अवरोधों को पीछे छोड़ने की दिशा में आगे बढ़ाया। (491, 612, 671, 991)
column-divider (479, 144, 481, 1689)
gyan-item-year: 1872 (885, 1399, 909, 1410)
gyan-item (1094, 1166, 1295, 1190)
quote-panagariya-lead (1340, 1170, 1493, 1183)
editorial-label: सम्पादकीय (167, 149, 258, 176)
gyan-item-year: 1979 (1094, 1289, 1118, 1300)
arvind-panagariya-photo (1337, 1187, 1410, 1273)
bottom-col6-para-2: उदाहरण के लिए, भारत की आर्थिक प्रगति और कूटनीतिक नेटवर्क में सुधार से इसकी रैंकिंग में मजबूती आई है। वहीं, पुनःस्थापन क्षमता और सांस्कृतिक प्रभाव जैसे माप भारत के क्षेत्रीय प्रभाव और वैश्विक छवि को मजबूत बनाते हैं। हालांकि, कुछ चुनौतियां जैसे प्राकृतिक आपदाओं का सामना करने की क्षमता और संसाधनों का प्रभावी उपयोग भारत के स्कोर को प्रभावित भी कर सकता है। कुल मिलाकर, ये आठ माप मिलकर भारत की शक्ति और क्षेत्रीय भूमिका का आंकलन करते हैं, जो इस इंडेक्स में भारत के तीसरे स्थान पर आने का कारण हैं। इसलिए भारत की कुल रैंकिंग इन सभी (1034, 1918, 1214, 2130)
quote-1-text-a: दूसरी तिमाही में अर्थव्यवस्था 8.2 प्रतिशत की दर से बढ़ी। इस तरह पहली छमाही में वृद्धि दर 8 प्रतिशत रही। (1415, 1187, 1494, 1245)
bottom-col1-para-3: एपीआई के अनुसार, भारत की आर्थिक क्षमता, फ्यूचर रिसोर्सेज और (32, 2071, 226, 2099)
gyan-item-year: 1962 (1094, 1252, 1118, 1263)
gyan-item-year: 1934 (1094, 1191, 1118, 1202)
gyan-item-text: माइकल जैक्सन का यह थ्रिलर एल्बम अब तक का सबसे अधिक बिकने वाला एल्बम था। (1128, 1350, 1295, 1373)
gyan-item-year: 1872 (885, 1362, 909, 1373)
bottom-column-3 (453, 2078, 631, 2315)
section-divider (31, 1693, 1499, 1695)
gyan-item (885, 1398, 1085, 1423)
gyan-item-text: सितम्बर 1961 में डाग हैमरस्कोल्ड की मृत्यु के बाद बर्मी राजनयिक यूटी संयुक्त राष्ट्र महासचिव बने। (1128, 1252, 1295, 1287)
quote-2-text: बंगाल में एसआइआर ने चुनावी नेरेटिव सेट कर दिया है। चतुर नेता होने के बावजूद ममता बनर्जी अपने ही जाल में उलझती जा रही है। फर्जी वोटरों में नाम हटाने का उनका विरोध ध्रुवीकरण को बढ़ाएगा, क्योंकि यह अभियान घुसपैठियों और जनतंत्र के लुटेरों के खिलाफ है। बंगाल में बिहार की पुनरावृति होते दिख रही है। (1340, 1320, 1488, 1414)
gyan-item (885, 1178, 1085, 1215)
gyan-item (1094, 1398, 1295, 1447)
